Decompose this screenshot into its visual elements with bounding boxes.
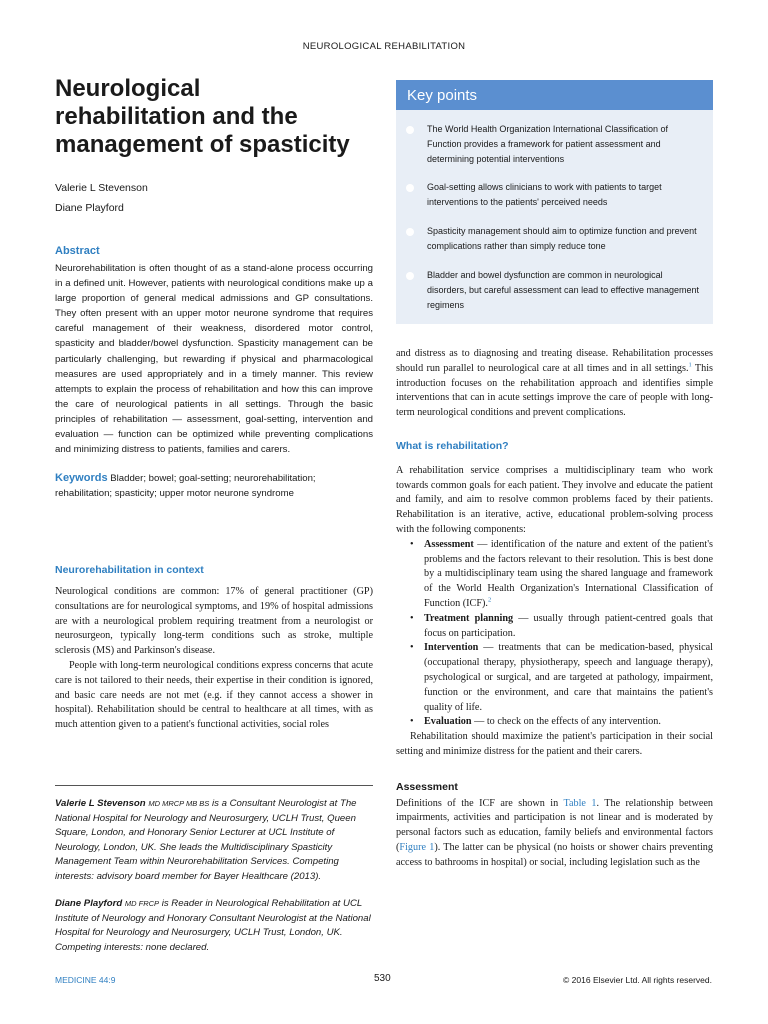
component-text: — treatments that can be medication-based, physical (occupational therapy, physiotherapy, speech and language therapy), psychological or surgical, and are targeted at pathology, impairment, function or the environment, and care that maintains the patient's quality of life. (424, 642, 713, 713)
component-term: Treatment planning (424, 612, 514, 624)
key-points-heading: Key points (407, 87, 478, 104)
paragraph (396, 797, 713, 871)
key-point-item: Goal-setting allows clinicians to work with patients to target interventions to the patients' perceived needs (427, 182, 662, 207)
bullet-icon (406, 126, 414, 134)
title-line: management of spasticity (55, 131, 350, 158)
list-item (396, 715, 713, 730)
figure-link[interactable]: Figure 1 (399, 841, 435, 853)
reference-link[interactable]: 1 (688, 361, 692, 369)
paragraph: Neurological conditions are common: 17% of general practitioner (GP) consultations are for neurological symptoms, and 19% of hospital admissions are with a neurological problem requiring treatment from a neurologist or neurosurgeon, typically long-term conditions such as stroke, multiple sclerosis (MS) and Parkinson's disease. (55, 586, 373, 657)
bullet-icon (406, 228, 414, 236)
assessment-text: . The relationship between impairments, activities and participation is not linear and is moderated by personal factors such as education, family beliefs and environmental factors ( (396, 797, 713, 853)
component-text: — identification of the nature and extent of the patient's problems and the factors relevant to their resolution. This is best done by a multidisciplinary team using the shared language and framework of the World Health Organization's International Classification of Function (ICF). (424, 538, 713, 609)
bio-text: is a Consultant Neurologist at The National Hospital for Neurology and Neurosurgery, UCLH Trust, Queen Square, London, and Honorary Senior Lecturer at UCL Institute of Neurology, London, UK. She leads the Multidisciplinary Spasticity Management Team within Neurorehabilitation Services. Competing interests: advisory board member for Bayer Healthcare (2013). (55, 798, 357, 882)
bullet-icon: • (410, 538, 414, 550)
bullet-icon: • (410, 642, 414, 654)
component-term: Assessment (424, 538, 474, 550)
author-bio (55, 797, 373, 884)
list-item (396, 538, 713, 612)
intro-text: and distress as to diagnosing and treating disease. Rehabilitation processes should run parallel to neurological care at all times and in all settings. (396, 348, 713, 374)
key-points-box (396, 80, 713, 324)
bio-text: is Reader in Neurological Rehabilitation at UCL Institute of Neurology and Honorary Consultant Neurologist at the National Hospital for Neurology and Neurosurgery, UCLH Trust, London, UK. Competing interests: none declared. (55, 898, 371, 953)
section-heading-what: What is rehabilitation? (396, 439, 509, 452)
right-column-body (396, 347, 713, 871)
bio-credentials: MD FRCP (124, 899, 160, 908)
section-heading-context: Neurorehabilitation in context (55, 564, 204, 576)
bullet-icon (406, 272, 414, 280)
title-line: Neurological (55, 75, 201, 102)
component-term: Evaluation (424, 716, 472, 728)
keywords-label: Keywords (55, 472, 108, 484)
components-list (396, 538, 713, 730)
intro-text: This introduction focuses on the rehabilitation approach and identifies simple interventions that can in acute settings improve the care of people with long-term neurological conditions and prevent complications. (396, 362, 713, 419)
bullet-icon (406, 184, 414, 192)
footer-copyright: © 2016 Elsevier Ltd. All rights reserved. (563, 975, 712, 985)
paragraph: People with long-term neurological conditions express concerns that acute care is not tailored to their needs, their expertise in their condition is ignored, and basic care needs are not met (e.g. if they cannot access a shower in hospital). Rehabilitation should be central to healthcare at all times, with as much attention given to a patient's functional activities, social roles (55, 659, 373, 731)
abstract-text: Neurorehabilitation is often thought of as a stand-alone process occurring in a defined unit. However, patients with neurological conditions make up a large proportion of general medical admissions and GP consultations. They often present with an upper motor neurone syndrome that requires careful management of their weakness, disordered motor control, spasticity and bladder/bowel dysfunction. Spasticity management can be particularly challenging, but rewarding if physical and pharmacological measures are used appropriately and in a timely manner. This review attempts to explain the process of rehabilitation and how this can improve the care of neurological patients in all settings. Through the basic principles of rehabilitation — assessment, goal-setting, intervention and evaluation — function can be optimized while preventing complications and minimizing distress to patients, families and carers. (55, 263, 373, 456)
keywords-text: Bladder; bowel; goal-setting; neurorehabilitation; rehabilitation; spasticity; upper motor neurone syndrome (55, 473, 316, 500)
abstract-heading: Abstract (55, 245, 100, 257)
bullet-icon: • (410, 612, 414, 624)
bio-name: Diane Playford (55, 898, 123, 909)
key-points-header (396, 80, 713, 110)
assessment-text: Definitions of the ICF are shown in (396, 797, 564, 809)
key-point-item: Bladder and bowel dysfunction are common in neurological disorders, but careful assessment can lead to effective management regimens (427, 270, 699, 310)
bullet-icon: • (410, 716, 414, 728)
assessment-text: ). The latter can be physical (no hoists or shower chairs preventing access to bathrooms in hospital) or social, including legislation such as the (396, 841, 713, 868)
key-point-item: The World Health Organization International Classification of Function provides a framework for patient assessment and determining potential interventions (427, 124, 668, 164)
bio-divider (55, 785, 373, 786)
bio-name: Valerie L Stevenson (55, 798, 146, 809)
title-line: rehabilitation and the (55, 103, 298, 130)
bio-credentials: MD MRCP MB BS (148, 799, 210, 808)
paragraph: Rehabilitation should maximize the patient's participation in their social setting and minimize distress for the patient and their carers. (396, 731, 713, 757)
footer-journal: MEDICINE 44:9 (55, 975, 116, 985)
reference-link[interactable]: 2 (487, 596, 492, 604)
list-item (396, 612, 713, 642)
page-number: 530 (374, 973, 391, 984)
section-body-context (55, 585, 373, 733)
running-head: NEUROLOGICAL REHABILITATION (302, 41, 466, 52)
article-title (55, 75, 385, 159)
key-point-item: Spasticity management should aim to optimize function and prevent complications rather than simply reduce tone (427, 226, 697, 251)
component-term: Intervention (424, 642, 479, 654)
paragraph (396, 347, 713, 421)
paragraph: A rehabilitation service comprises a multidisciplinary team who work towards common goals for each patient. They involve and educate the patient and family, and aim to resolve common problems faced by their patients. Rehabilitation is an iterative, active, educational problem-solving process with the following components: (396, 464, 713, 535)
author-name: Diane Playford (55, 202, 124, 214)
component-text: — usually through patient-centred goals that focus on participation. (424, 612, 713, 639)
author-bio (55, 897, 373, 955)
list-item (396, 641, 713, 715)
section-heading-assessment: Assessment (396, 780, 458, 793)
table-link[interactable]: Table 1 (563, 797, 597, 809)
component-text: — to check on the effects of any intervention. (471, 716, 661, 728)
keywords (55, 471, 373, 501)
author-name: Valerie L Stevenson (55, 182, 148, 194)
